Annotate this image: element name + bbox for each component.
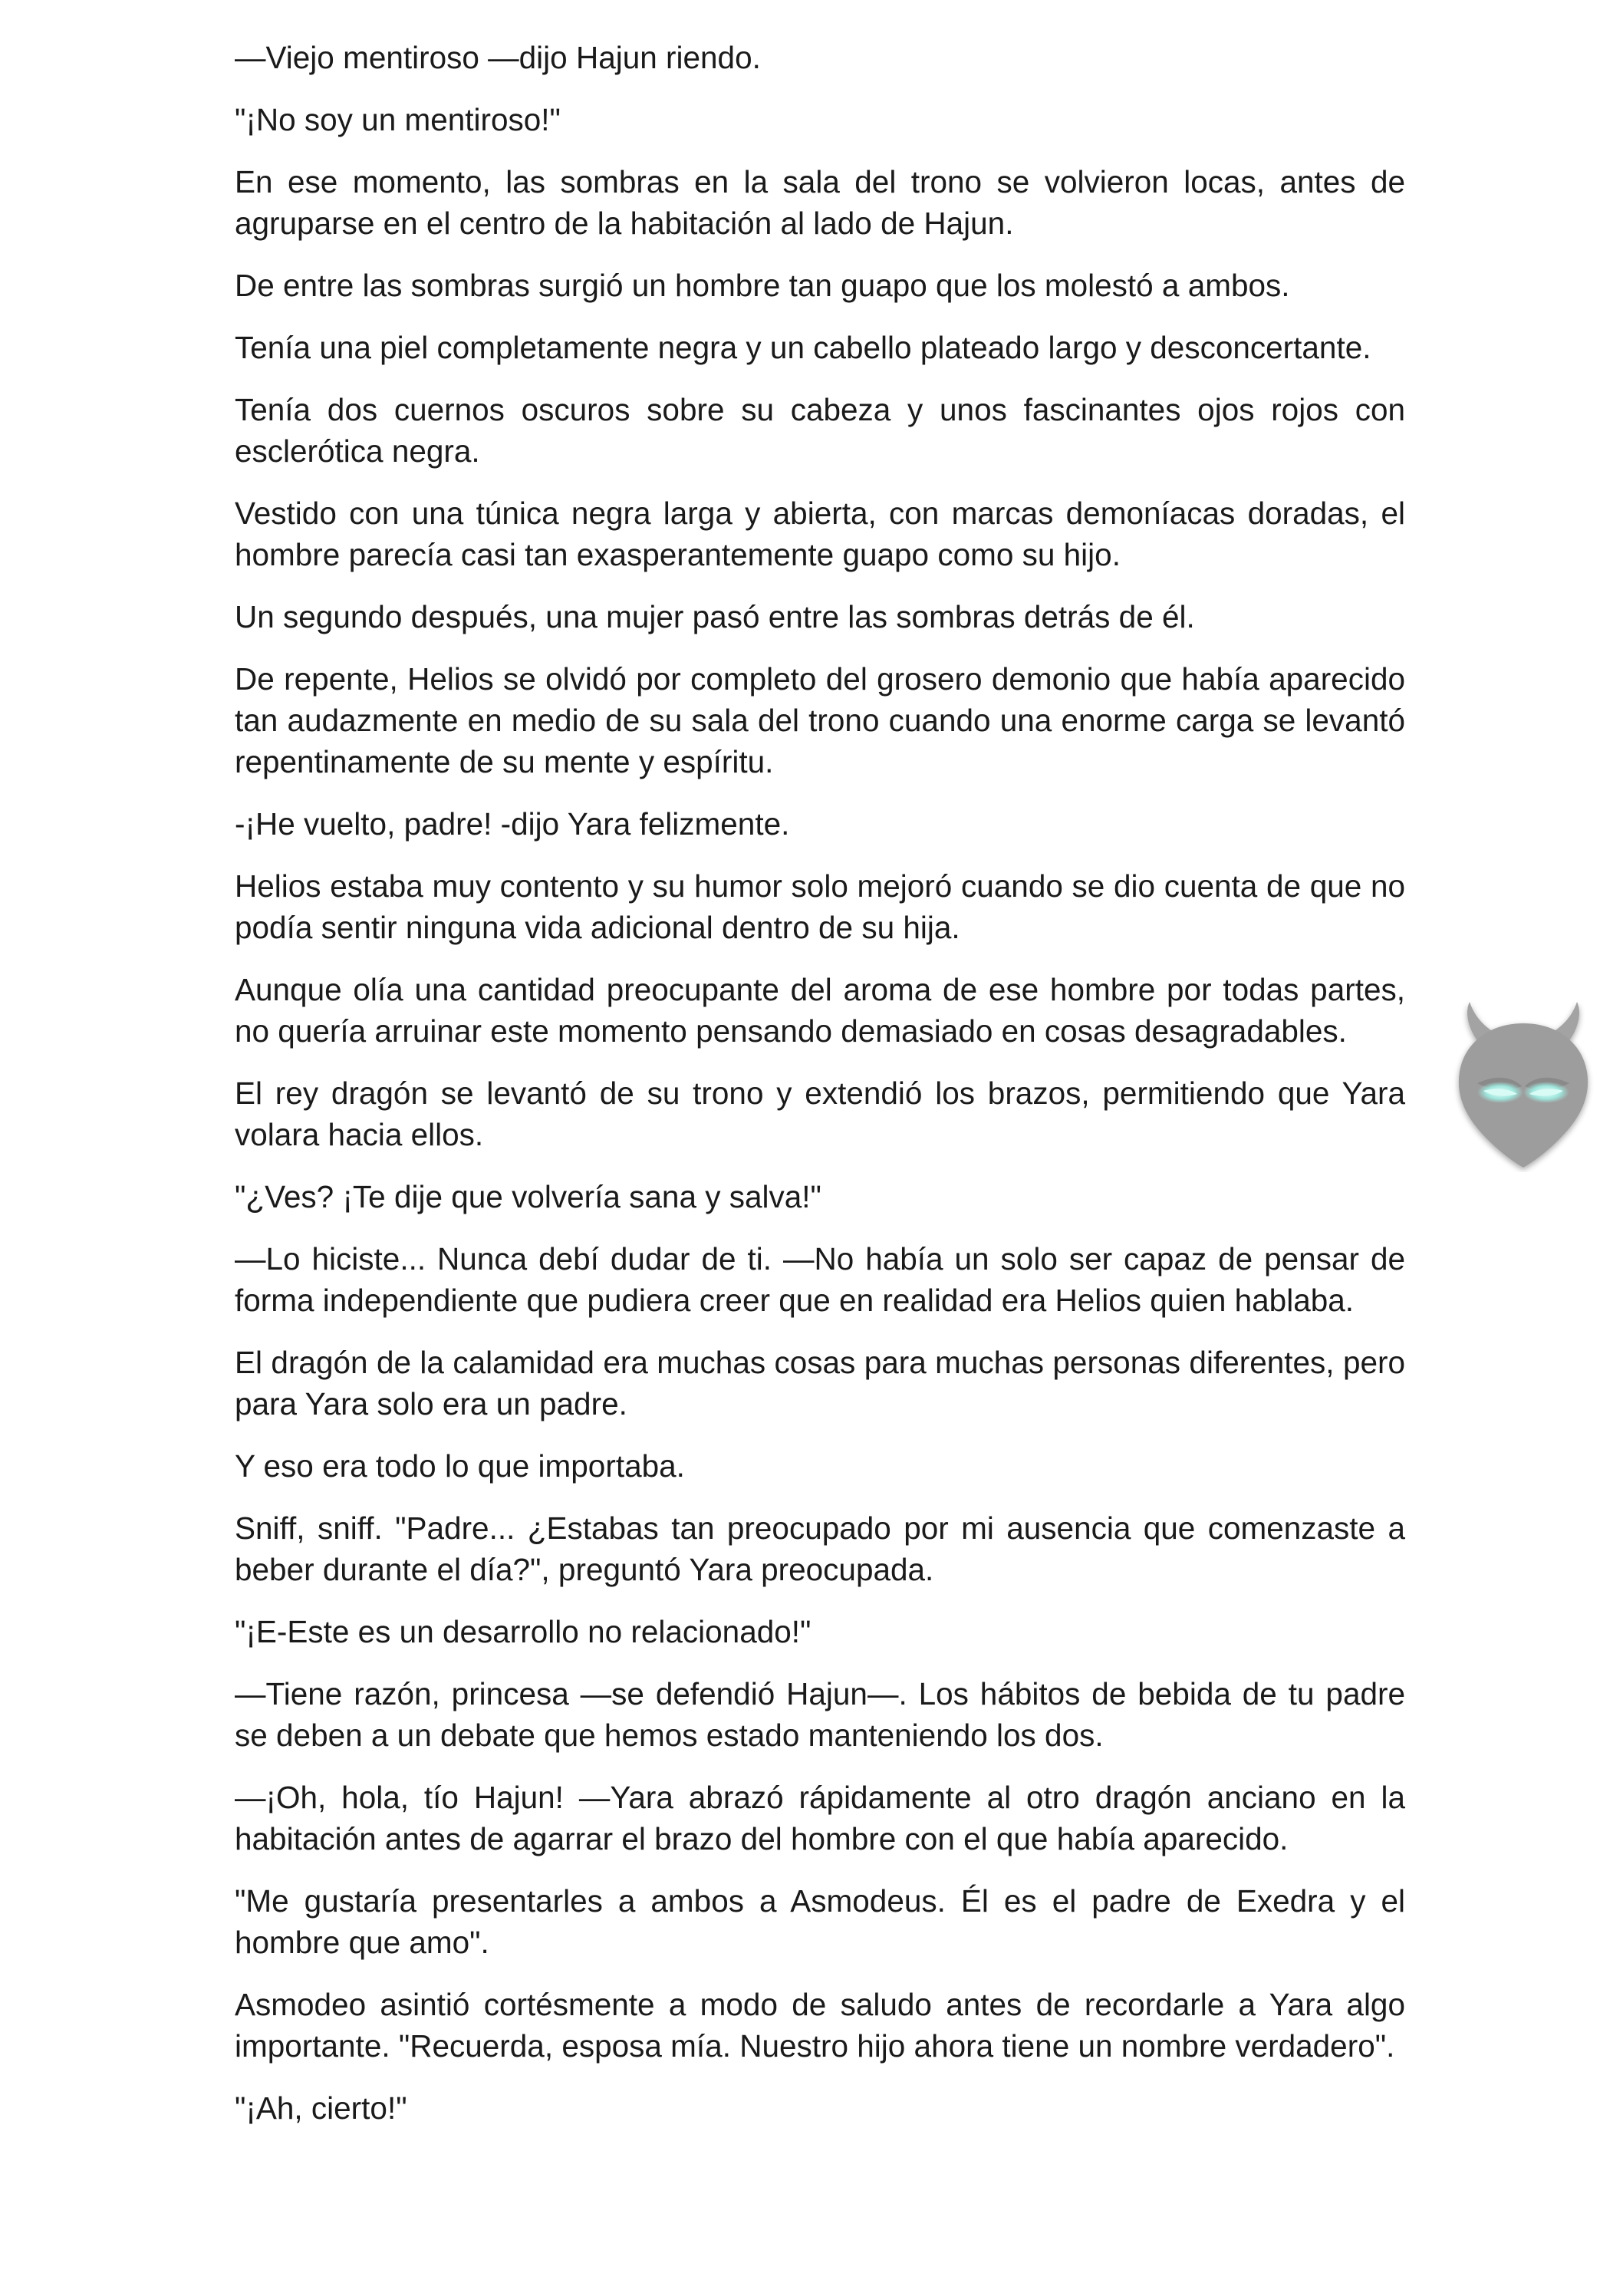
paragraph-20: —Tiene razón, princesa —se defendió Hajun—. Los hábitos de bebida de tu padre se deben a un debate que hemos estado manteniendo los dos. [235,1676,1405,1753]
paragraph-3: En ese momento, las sombras en la sala del trono se volvieron locas, antes de agruparse en el centro de la habitación al lado de Hajun. [235,164,1405,241]
paragraph-11: Helios estaba muy contento y su humor solo mejoró cuando se dio cuenta de que no podía sentir ninguna vida adicional dentro de su hija. [235,868,1405,945]
paragraph-14: "¿Ves? ¡Te dije que volvería sana y salva!" [235,1179,821,1214]
paragraph-22: "Me gustaría presentarles a ambos a Asmodeus. Él es el padre de Exedra y el hombre que amo". [235,1883,1405,1960]
paragraph-1: —Viejo mentiroso —dijo Hajun riendo. [235,40,761,75]
paragraph-8: Un segundo después, una mujer pasó entre las sombras detrás de él. [235,599,1195,634]
paragraph-6: Tenía dos cuernos oscuros sobre su cabeza y unos fascinantes ojos rojos con esclerótica negra. [235,392,1405,469]
paragraph-10: -¡He vuelto, padre! -dijo Yara felizmente. [235,806,790,842]
demon-head-icon [1447,997,1600,1172]
paragraph-18: Sniff, sniff. "Padre... ¿Estabas tan preocupado por mi ausencia que comenzaste a beber durante el día?", preguntó Yara preocupada. [235,1510,1405,1587]
paragraph-19: "¡E-Este es un desarrollo no relacionado!" [235,1614,812,1649]
paragraph-7: Vestido con una túnica negra larga y abierta, con marcas demoníacas doradas, el hombre parecía casi tan exasperantemente guapo como su hijo. [235,496,1405,572]
paragraph-2: "¡No soy un mentiroso!" [235,102,561,137]
paragraph-24: "¡Ah, cierto!" [235,2090,407,2126]
paragraph-15: —Lo hiciste... Nunca debí dudar de ti. —No había un solo ser capaz de pensar de forma independiente que pudiera creer que en realidad era Helios quien hablaba. [235,1241,1405,1318]
paragraph-17: Y eso era todo lo que importaba. [235,1448,685,1484]
paragraph-5: Tenía una piel completamente negra y un cabello plateado largo y desconcertante. [235,330,1371,365]
paragraph-12: Aunque olía una cantidad preocupante del aroma de ese hombre por todas partes, no quería arruinar este momento pensando demasiado en cosas desagradables. [235,972,1405,1049]
paragraph-21: —¡Oh, hola, tío Hajun! —Yara abrazó rápidamente al otro dragón anciano en la habitación antes de agarrar el brazo del hombre con el que había aparecido. [235,1780,1405,1856]
paragraph-4: De entre las sombras surgió un hombre tan guapo que los molestó a ambos. [235,268,1290,303]
document-body [235,37,1405,2149]
paragraph-23: Asmodeo asintió cortésmente a modo de saludo antes de recordarle a Yara algo importante. "Recuerda, esposa mía. Nuestro hijo ahora tiene un nombre verdadero". [235,1987,1405,2064]
paragraph-16: El dragón de la calamidad era muchas cosas para muchas personas diferentes, pero para Yara solo era un padre. [235,1345,1405,1421]
paragraph-13: El rey dragón se levantó de su trono y extendió los brazos, permitiendo que Yara volara hacia ellos. [235,1076,1405,1152]
paragraph-9: De repente, Helios se olvidó por completo del grosero demonio que había aparecido tan audazmente en medio de su sala del trono cuando una enorme carga se levantó repentinamente de su mente y espíritu. [235,661,1405,779]
